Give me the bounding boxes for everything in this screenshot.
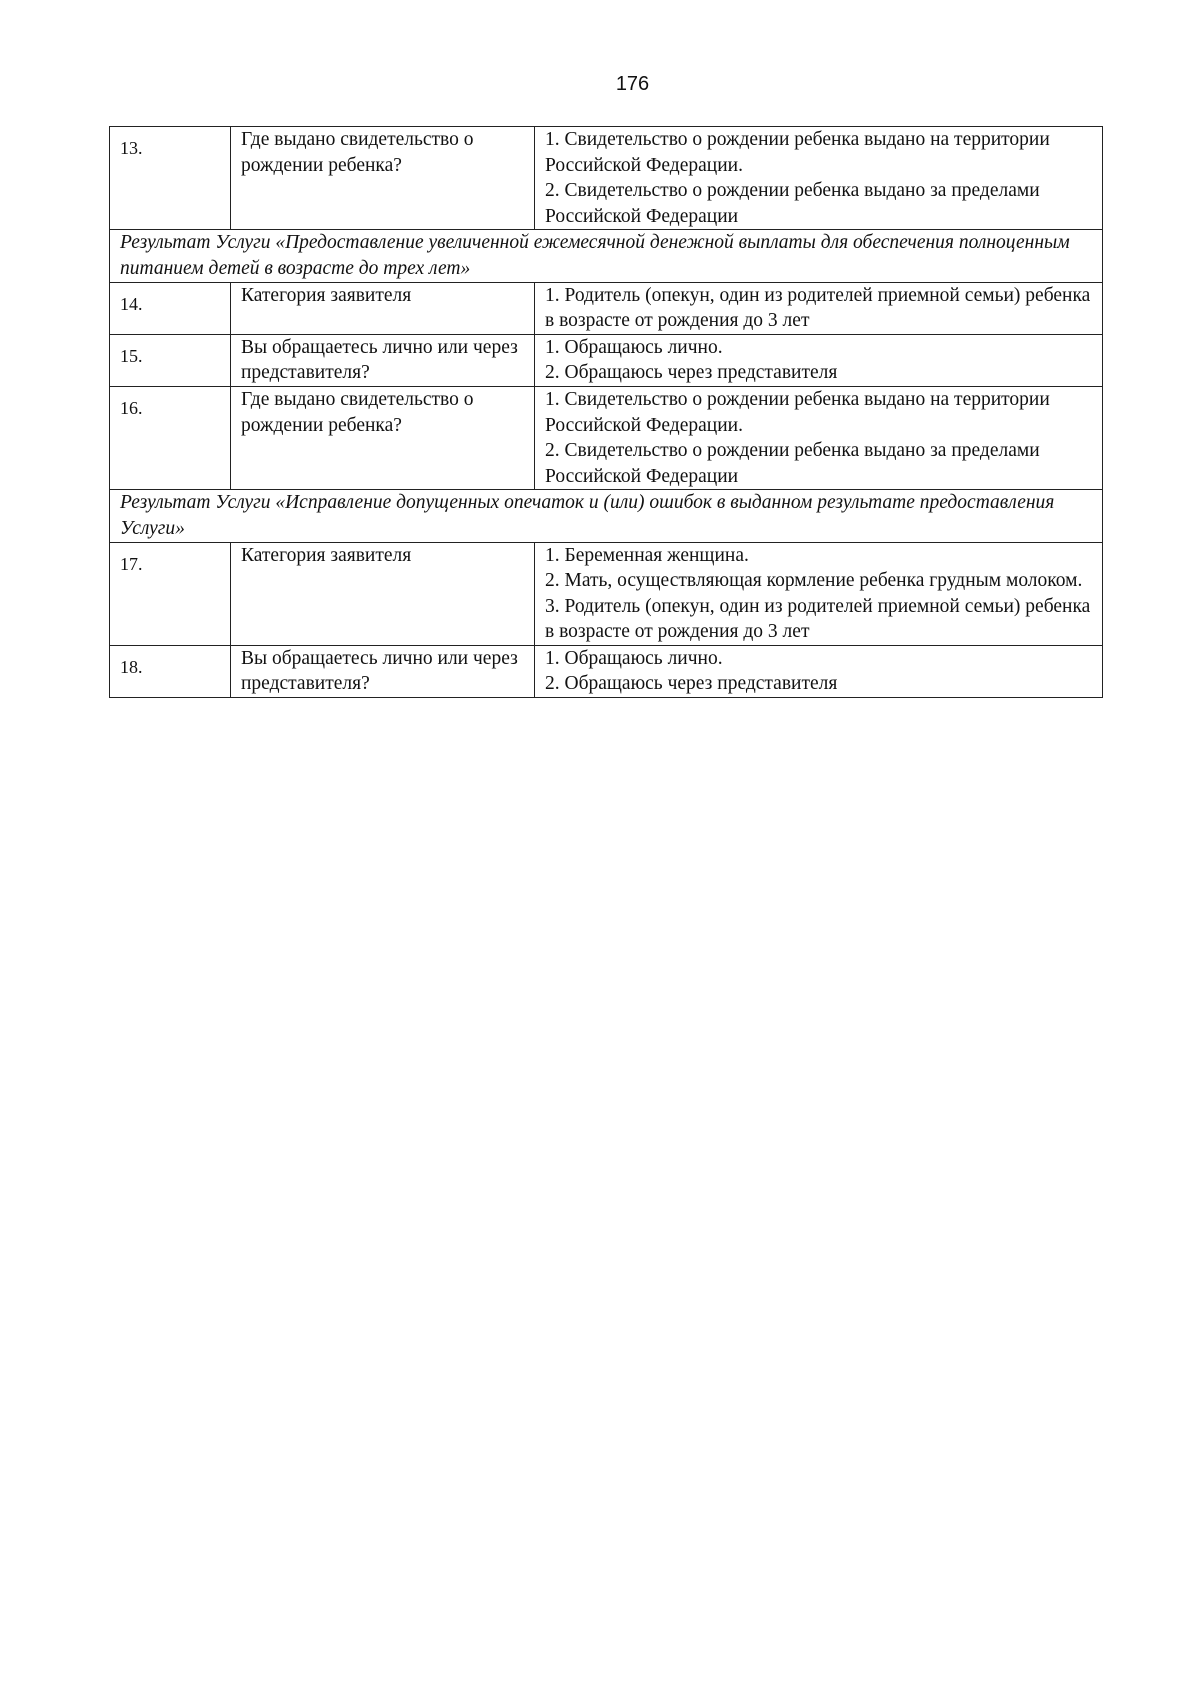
- answer-cell: [535, 542, 1103, 645]
- section-header-row: [110, 490, 1103, 542]
- table-row: [110, 386, 1103, 489]
- row-number-cell: [110, 282, 231, 334]
- answer-option: 1. Свидетельство о рождении ребенка выдано на территории Российской Федерации.: [545, 129, 1050, 176]
- answer-cell: [535, 334, 1103, 386]
- page-number: 176: [615, 73, 650, 95]
- answer-option: 1. Родитель (опекун, один из родителей приемной семьи) ребенка в возрасте от рождения до 3 лет: [545, 284, 1091, 332]
- question-cell: Категория заявителя: [231, 282, 535, 334]
- answer-option: 2. Обращаюсь через представителя: [545, 362, 838, 384]
- answer-option: 1. Обращаюсь лично.: [545, 336, 723, 358]
- section-header-row: [110, 230, 1103, 282]
- table-body: [110, 127, 1103, 698]
- table-row: [110, 334, 1103, 386]
- row-number-cell: [110, 127, 231, 230]
- row-number-cell: [110, 386, 231, 489]
- row-number: 15.: [120, 345, 143, 366]
- answer-option: 2. Свидетельство о рождении ребенка выдано за пределами Российской Федерации: [545, 440, 1040, 487]
- row-number-cell: [110, 334, 231, 386]
- answer-option: 1. Обращаюсь лично.: [545, 647, 723, 669]
- question-cell: Где выдано свидетельство о рождении ребенка?: [231, 386, 535, 489]
- answer-cell: [535, 645, 1103, 697]
- table-row: [110, 127, 1103, 230]
- answer-option: 2. Мать, осуществляющая кормление ребенка грудным молоком.: [545, 570, 1083, 592]
- question-cell: Вы обращаетесь лично или через представителя?: [231, 645, 535, 697]
- row-number: 14.: [120, 293, 143, 314]
- row-number-cell: [110, 542, 231, 645]
- row-number: 16.: [120, 397, 143, 418]
- answer-cell: [535, 386, 1103, 489]
- answer-option: 3. Родитель (опекун, один из родителей приемной семьи) ребенка в возрасте от рождения до 3 лет: [545, 595, 1091, 643]
- questions-table: [109, 126, 1103, 698]
- row-number: 17.: [120, 553, 143, 574]
- row-number: 13.: [120, 138, 143, 158]
- answer-cell: [535, 127, 1103, 230]
- table-row: [110, 542, 1103, 645]
- answer-option: 2. Свидетельство о рождении ребенка выдано за пределами Российской Федерации: [545, 180, 1040, 227]
- section-header-text: Результат Услуги «Предоставление увеличенной ежемесячной денежной выплаты для обеспечения полноценным питанием детей в возрасте до трех лет»: [110, 230, 1103, 282]
- table-row: [110, 282, 1103, 334]
- section-header-text: Результат Услуги «Исправление допущенных опечаток и (или) ошибок в выданном результате предоставления Услуги»: [110, 490, 1103, 542]
- answer-cell: [535, 282, 1103, 334]
- row-number: 18.: [120, 656, 143, 677]
- question-cell: Вы обращаетесь лично или через представителя?: [231, 334, 535, 386]
- question-cell: Где выдано свидетельство о рождении ребенка?: [231, 127, 535, 230]
- row-number-cell: [110, 645, 231, 697]
- answer-option: 1. Свидетельство о рождении ребенка выдано на территории Российской Федерации.: [545, 388, 1050, 436]
- table-row: [110, 645, 1103, 697]
- answer-option: 2. Обращаюсь через представителя: [545, 673, 838, 695]
- answer-option: 1. Беременная женщина.: [545, 544, 749, 566]
- question-cell: Категория заявителя: [231, 542, 535, 645]
